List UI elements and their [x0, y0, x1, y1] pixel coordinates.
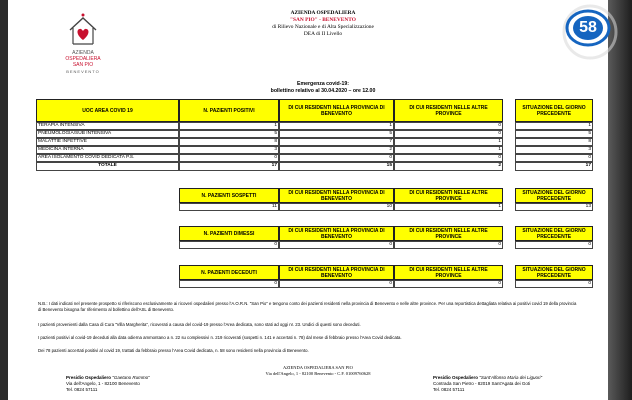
footer-org-name: AZIENDA OSPEDALIERA SAN PIO — [283, 365, 353, 370]
row-bn: 5 — [279, 130, 394, 138]
total-bn: 15 — [279, 162, 394, 171]
note-nb: N.B.: I dati indicati nel presente prospetto si riferiscono esclusivamente ai ricoveri ospedalieri presso l'A.O.R.N. "San Pio" e tengono conto dei pazienti residenti nella provincia di Benevento e nelle altre province. Per una reportistica dettagliata relativa ai positivi covid 19 della provincia di Benevento bisogna far riferimento al bollettino dell'ASL di Benevento. — [38, 301, 577, 312]
footer-left-presidio — [66, 375, 186, 393]
dimessi-prev: 0 — [515, 241, 593, 249]
footer-right-presidio — [433, 375, 593, 393]
logo-line1: AZIENDA — [72, 50, 94, 56]
deceduti-bn: 0 — [279, 280, 394, 288]
org-header — [213, 10, 433, 38]
row-other: 0 — [394, 154, 503, 162]
note-residenti: Dei 78 pazienti accertati positivi al covid 19, trattati da febbraio presso l'Area Covid dedicata, n. 58 sono residenti nella provincia di Benevento. — [38, 348, 309, 353]
logo-line3: SAN PIO — [72, 62, 94, 68]
note-villa-margherita: I pazienti provenienti dalla Casa di Cura "Villa Margherita", ricoverati a causa del covid-19 presso l'Area dedicata, sono stati ad oggi nr. 23. Undici di questi sono deceduti. — [38, 322, 361, 327]
left-presidio-title: Presidio Ospedaliero — [66, 375, 112, 380]
total-positivi: 17 — [179, 162, 279, 171]
dimessi-count: 0 — [179, 241, 279, 249]
dimessi-header-other: DI CUI RESIDENTI NELLE ALTRE PROVINCE — [394, 226, 503, 241]
row-bn: 2 — [279, 146, 394, 154]
row-label: TERAPIA INTENSIVA — [36, 122, 179, 130]
row-other: 0 — [394, 122, 503, 130]
org-name: AZIENDA OSPEDALIERA — [290, 10, 356, 16]
row-label: MEDICINA INTERNA — [36, 146, 179, 154]
logo-line4: BENEVENTO — [66, 69, 100, 74]
logo-line2: OSPEDALIERA — [65, 56, 101, 62]
deceduti-header-other: DI CUI RESIDENTI NELLE ALTRE PROVINCE — [394, 265, 503, 280]
row-prev: 1 — [515, 122, 593, 130]
bulletin-title-line2: bollettino relativo al 30.04.2020 – ore 12.00 — [270, 88, 376, 94]
deceduti-prev: 0 — [515, 280, 593, 288]
row-label: PNEUMOLOGIA/SUB INTENSIVA — [36, 130, 179, 138]
deceduti-count: 0 — [179, 280, 279, 288]
left-presidio-address: Via dell'Angelo, 1 - 82100 Benevento — [66, 381, 140, 386]
document-page — [8, 0, 608, 400]
org-line4: DEA di II Livello — [303, 31, 343, 37]
sospetti-other: 1 — [394, 203, 503, 211]
sospetti-header-bn: DI CUI RESIDENTI NELLA PROVINCIA DI BENEVENTO — [279, 188, 394, 203]
main-header-uoc: UOC AREA COVID 19 — [36, 99, 179, 122]
deceduti-header-prev: SITUAZIONE DEL GIORNO PRECEDENTE — [515, 265, 593, 280]
row-label: MALATTIE INFETTIVE — [36, 138, 179, 146]
bulletin-title-line1: Emergenza covid-19: — [297, 81, 349, 87]
right-presidio-name: "Sant'Alfonso Maria dei Liguori" — [479, 375, 543, 380]
bulletin-title — [213, 81, 433, 95]
note-deceduti: I pazienti positivi al covid-19 deceduti alla data odierna ammontano a n. 22 su complessivi n. 219 ricoverati (sospetti n. 141 e accertati n. 78) dal mese di febbraio presso l'Area Covid dedicata. — [38, 335, 402, 340]
sospetti-prev: 13 — [515, 203, 593, 211]
row-bn: 1 — [279, 122, 394, 130]
sospetti-header-count: N. PAZIENTI SOSPETTI — [179, 188, 279, 203]
row-positivi: 1 — [179, 122, 279, 130]
house-heart-logo-icon — [48, 10, 118, 50]
org-subname: "SAN PIO" - BENEVENTO — [290, 17, 356, 23]
row-positivi: 0 — [179, 154, 279, 162]
main-header-prev: SITUAZIONE DEL GIORNO PRECEDENTE — [515, 99, 593, 122]
channel-58-logo — [558, 8, 612, 48]
sospetti-header-other: DI CUI RESIDENTI NELLE ALTRE PROVINCE — [394, 188, 503, 203]
left-presidio-name: "Gaetano Rummo" — [112, 375, 150, 380]
dimessi-other: 0 — [394, 241, 503, 249]
total-other: 2 — [394, 162, 503, 171]
row-label: AREA ISOLAMENTO COVID DEDICATA P.S. — [36, 154, 179, 162]
deceduti-header-count: N. PAZIENTI DECEDUTI — [179, 265, 279, 280]
deceduti-other: 0 — [394, 280, 503, 288]
right-presidio-address: Contrada San Pietro - 82019 Sant'Agata dei Goti — [433, 381, 531, 386]
footer-org-address: Via dell'Angelo, 1 - 82100 Benevento - C.F. 01009760628 — [265, 370, 371, 376]
row-positivi: 3 — [179, 146, 279, 154]
row-positivi: 5 — [179, 130, 279, 138]
row-bn: 0 — [279, 154, 394, 162]
sospetti-bn: 10 — [279, 203, 394, 211]
sospetti-count: 11 — [179, 203, 279, 211]
row-prev: 3 — [515, 146, 593, 154]
row-prev: 5 — [515, 130, 593, 138]
row-other: 1 — [394, 146, 503, 154]
main-header-positivi: N. PAZIENTI POSITIVI — [179, 99, 279, 122]
main-header-other: DI CUI RESIDENTI NELLE ALTRE PROVINCE — [394, 99, 503, 122]
right-presidio-tel: Tel. 0824 57111 — [433, 387, 465, 392]
row-other: 0 — [394, 130, 503, 138]
dimessi-header-bn: DI CUI RESIDENTI NELLA PROVINCIA DI BENEVENTO — [279, 226, 394, 241]
channel-number: 58 — [579, 19, 597, 36]
dimessi-header-count: N. PAZIENTI DIMESSI — [179, 226, 279, 241]
row-positivi: 8 — [179, 138, 279, 146]
row-bn: 7 — [279, 138, 394, 146]
left-presidio-tel: Tel. 0824 57111 — [66, 387, 98, 392]
total-prev: 17 — [515, 162, 593, 171]
dimessi-bn: 0 — [279, 241, 394, 249]
dimessi-header-prev: SITUAZIONE DEL GIORNO PRECEDENTE — [515, 226, 593, 241]
sospetti-header-prev: SITUAZIONE DEL GIORNO PRECEDENTE — [515, 188, 593, 203]
row-prev: 0 — [515, 154, 593, 162]
total-label: TOTALE — [36, 162, 179, 171]
org-line3: di Rilievo Nazionale e di Alta Specializzazione — [272, 24, 374, 30]
row-prev: 8 — [515, 138, 593, 146]
hospital-logo — [48, 10, 118, 80]
main-header-bn: DI CUI RESIDENTI NELLA PROVINCIA DI BENEVENTO — [279, 99, 394, 122]
row-other: 1 — [394, 138, 503, 146]
right-presidio-title: Presidio Ospedaliero — [433, 375, 479, 380]
footer-org — [208, 365, 428, 376]
deceduti-header-bn: DI CUI RESIDENTI NELLA PROVINCIA DI BENEVENTO — [279, 265, 394, 280]
